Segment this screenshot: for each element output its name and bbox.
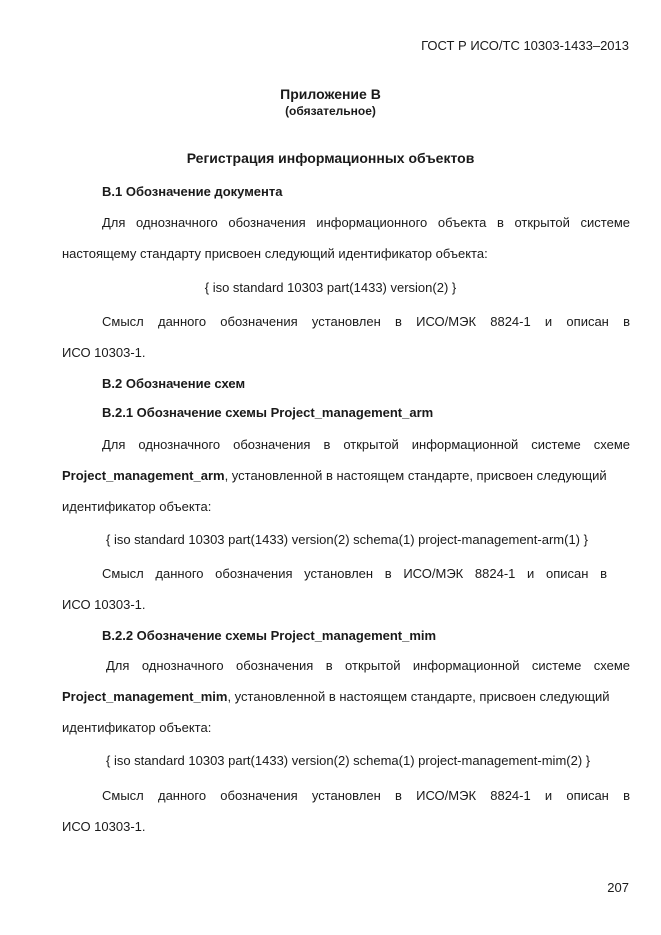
b1-paragraph-line1: Для однозначного обозначения информационного объекта в открытой системе bbox=[102, 215, 630, 230]
b2-heading: В.2 Обозначение схем bbox=[102, 376, 246, 391]
b22-meaning-line1: Смысл данного обозначения установлен в ИСО/МЭК 8824-1 и описан в bbox=[102, 788, 630, 803]
b21-meaning-line1: Смысл данного обозначения установлен в ИСО/МЭК 8824-1 и описан в bbox=[102, 566, 607, 581]
b22-paragraph-line2-rest: , установленной в настоящем стандарте, присвоен следующий bbox=[227, 689, 610, 704]
b1-identifier: { iso standard 10303 part(1433) version(2) } bbox=[204, 280, 457, 295]
b21-schema-name: Project_management_arm bbox=[62, 468, 225, 483]
b22-meaning-line2: ИСО 10303-1. bbox=[62, 819, 146, 834]
appendix-title: Приложение В bbox=[280, 86, 381, 102]
b1-paragraph-line2: настоящему стандарту присвоен следующий идентификатор объекта: bbox=[62, 246, 488, 261]
b22-paragraph-line3: идентификатор объекта: bbox=[62, 720, 212, 735]
b21-meaning-line2: ИСО 10303-1. bbox=[62, 597, 146, 612]
b21-paragraph-line2-rest: , установленной в настоящем стандарте, присвоен следующий bbox=[224, 468, 607, 483]
b22-schema-name: Project_management_mim bbox=[62, 689, 228, 704]
b21-paragraph-line3: идентификатор объекта: bbox=[62, 499, 212, 514]
b22-heading: В.2.2 Обозначение схемы Project_management_mim bbox=[102, 628, 437, 643]
page-number: 207 bbox=[607, 880, 629, 895]
b1-meaning-line1: Смысл данного обозначения установлен в ИСО/МЭК 8824-1 и описан в bbox=[102, 314, 630, 329]
document-number: ГОСТ Р ИСО/ТС 10303-1433–2013 bbox=[421, 38, 629, 53]
b1-meaning-line2: ИСО 10303-1. bbox=[62, 345, 146, 360]
b21-identifier: { iso standard 10303 part(1433) version(2) schema(1) project-management-arm(1) } bbox=[106, 532, 588, 547]
b22-paragraph-line1: Для однозначного обозначения в открытой информационной системе схеме bbox=[106, 658, 630, 673]
b1-heading: В.1 Обозначение документа bbox=[102, 184, 283, 199]
b22-identifier: { iso standard 10303 part(1433) version(2) schema(1) project-management-mim(2) } bbox=[106, 753, 591, 768]
appendix-subtitle: (обязательное) bbox=[285, 104, 376, 118]
b21-paragraph-line2 bbox=[62, 468, 630, 483]
b21-paragraph-line1: Для однозначного обозначения в открытой информационной системе схеме bbox=[102, 437, 630, 452]
b22-paragraph-line2 bbox=[62, 689, 630, 704]
section-title: Регистрация информационных объектов bbox=[186, 150, 475, 166]
b21-heading: В.2.1 Обозначение схемы Project_management_arm bbox=[102, 405, 434, 420]
